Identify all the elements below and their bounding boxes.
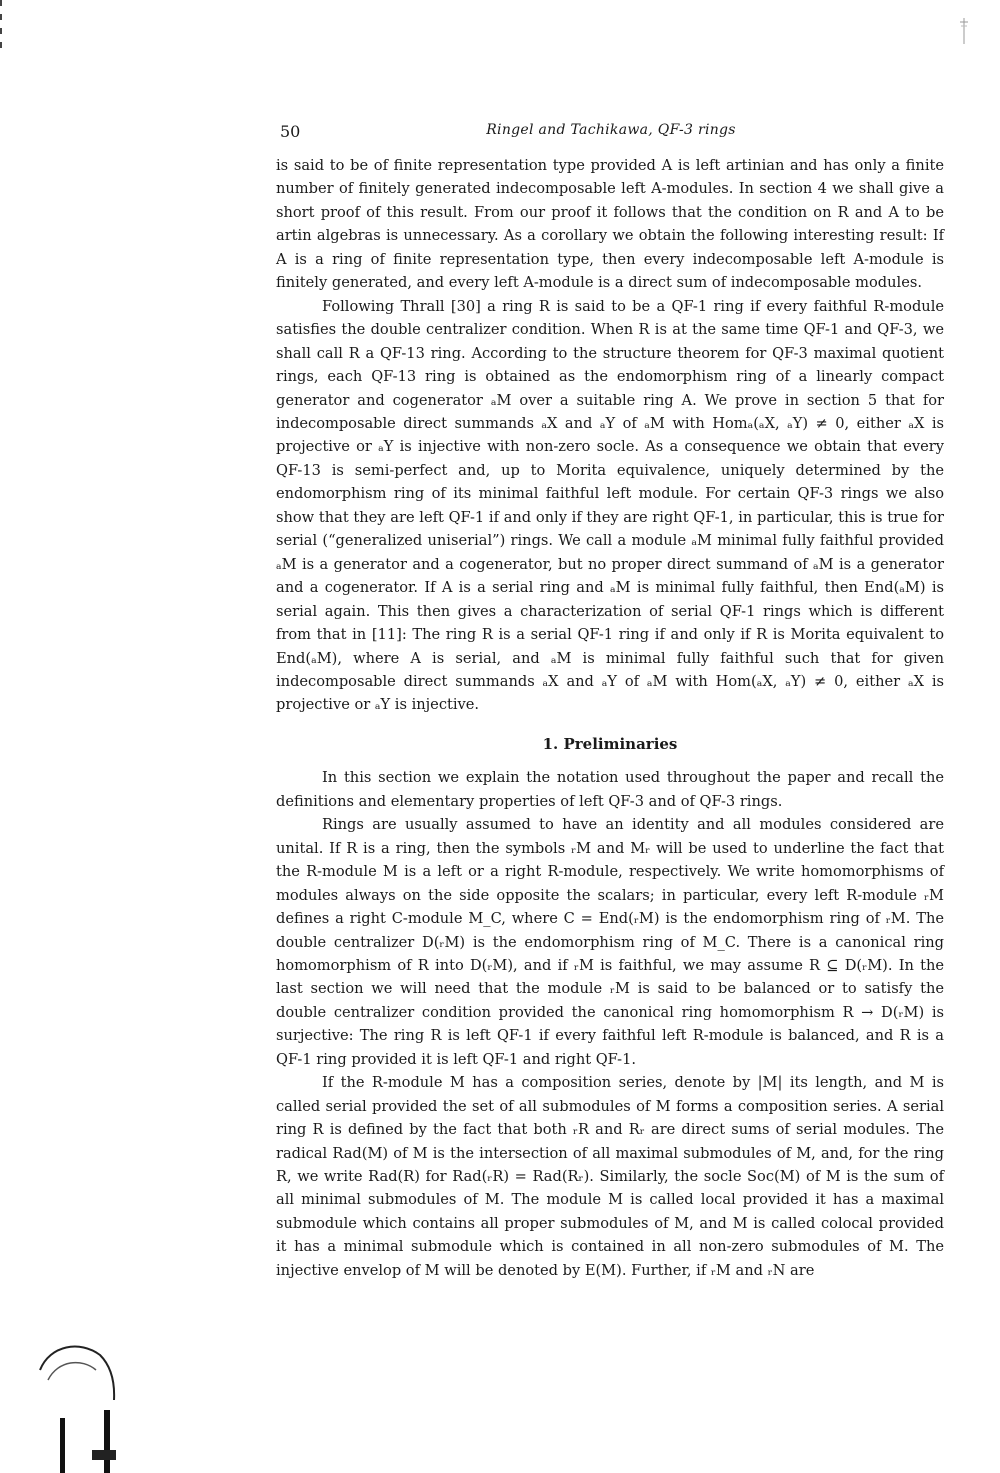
body-text [276, 154, 944, 1282]
scan-margin-mark [958, 16, 970, 46]
running-head: Ringel and Tachikawa, QF-3 rings [486, 122, 736, 138]
page-header [276, 122, 946, 144]
paragraph: Following Thrall [30] a ring R is said to be a QF-1 ring if every faithful R-module satisfies the double centralizer condition. When R is at the same time QF-1 and QF-3, we shall call R a QF-13 ring. According to the structure theorem for QF-3 maximal quotient rings, each QF-13 ring is obtained as the endomorphism ring of a linearly compact generator and cogenerator ₐM over a suitable ring A. We prove in section 5 that for indecomposable direct summands ₐX and ₐY of ₐM with Homₐ(ₐX, ₐY) ≠ 0, either ₐX is projective or ₐY is injective with non-zero socle. As a consequence we obtain that every QF-13 is semi-perfect and, up to Morita equivalence, uniquely determined by the endomorphism ring of its minimal faithful left module. For certain QF-3 rings we also show that they are left QF-1 if and only if they are right QF-1, in particular, this is true for serial (“generalized uniserial”) rings. We call a module ₐM minimal fully faithful provided ₐM is a generator and a cogenerator, but no proper direct summand of ₐM is a generator and a cogenerator. If A is a serial ring and ₐM is minimal fully faithful, then End(ₐM) is serial again. This then gives a characterization of serial QF-1 rings which is different from that in [11]: The ring R is a serial QF-1 ring if and only if R is Morita equivalent to End(ₐM), where A is serial, and ₐM is minimal fully faithful such that for given indecomposable direct summands ₐX and ₐY of ₐM with Hom(ₐX, ₐY) ≠ 0, either ₐX is projective or ₐY is injective. [276, 297, 944, 714]
scan-thumb-smudge [30, 1340, 120, 1473]
paragraph: is said to be of finite representation type provided A is left artinian and has only a finite number of finitely generated indecomposable left A-modules. In section 4 we shall give a short proof of this result. From our proof it follows that the condition on R and A to be artin algebras is unnecessary. As a corollary we obtain the following interesting result: If A is a ring of finite representation type, then every indecomposable left A-module is finitely generated, and every left A-module is a direct sum of indecomposable modules. [276, 157, 944, 292]
paragraph: In this section we explain the notation used throughout the paper and recall the definitions and elementary properties of left QF-3 and of QF-3 rings. [276, 769, 944, 810]
section-heading: 1. Preliminaries [542, 734, 678, 753]
scan-edge-mark [0, 0, 3, 60]
paragraph: Rings are usually assumed to have an identity and all modules considered are unital. If R is a ring, then the symbols ᵣM and Mᵣ will be used to underline the fact that the R-module M is a left or a right R-module, respectively. We write homomorphisms of modules always on the side opposite the scalars; in particular, every left R-module ᵣM defines a right C-module M_C, where C = End(ᵣM) is the endomorphism ring of ᵣM. The double centralizer D(ᵣM) is the endomorphism ring of M_C. There is a canonical ring homomorphism of R into D(ᵣM), and if ᵣM is faithful, we may assume R ⊆ D(ᵣM). In the last section we will need that the module ᵣM is said to be balanced or to satisfy the double centralizer condition provided the canonical ring homomorphism R → D(ᵣM) is surjective: The ring R is left QF-1 if every faithful left R-module is balanced, and R is a QF-1 ring provided it is left QF-1 and right QF-1. [276, 816, 944, 1068]
paragraph: If the R-module M has a composition series, denote by |M| its length, and M is called serial provided the set of all submodules of M forms a composition series. A serial ring R is defined by the fact that both ᵣR and Rᵣ are direct sums of serial modules. The radical Rad(M) of M is the intersection of all maximal submodules of M, and, for the ring R, we write Rad(R) for Rad(ᵣR) = Rad(Rᵣ). Similarly, the socle Soc(M) of M is the sum of all minimal submodules of M. The module M is called local provided it has a maximal submodule which contains all proper submodules of M, and M is called colocal provided it has a minimal submodule which is contained in all non-zero submodules of M. The injective envelop of M will be denoted by E(M). Further, if ᵣM and ᵣN are [276, 1074, 944, 1279]
page-number: 50 [280, 122, 301, 141]
